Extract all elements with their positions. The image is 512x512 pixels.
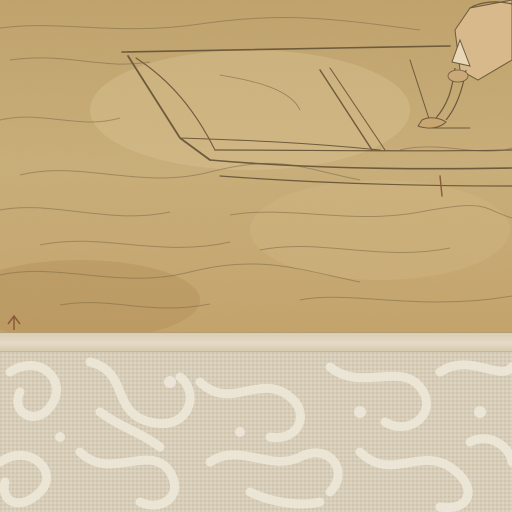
brocade-svg [0, 352, 512, 512]
light-patch [250, 180, 510, 280]
brocade-ground [0, 352, 512, 512]
light-patch [90, 50, 410, 170]
brocade-mount [0, 352, 512, 512]
mount-border-strip [0, 332, 512, 352]
